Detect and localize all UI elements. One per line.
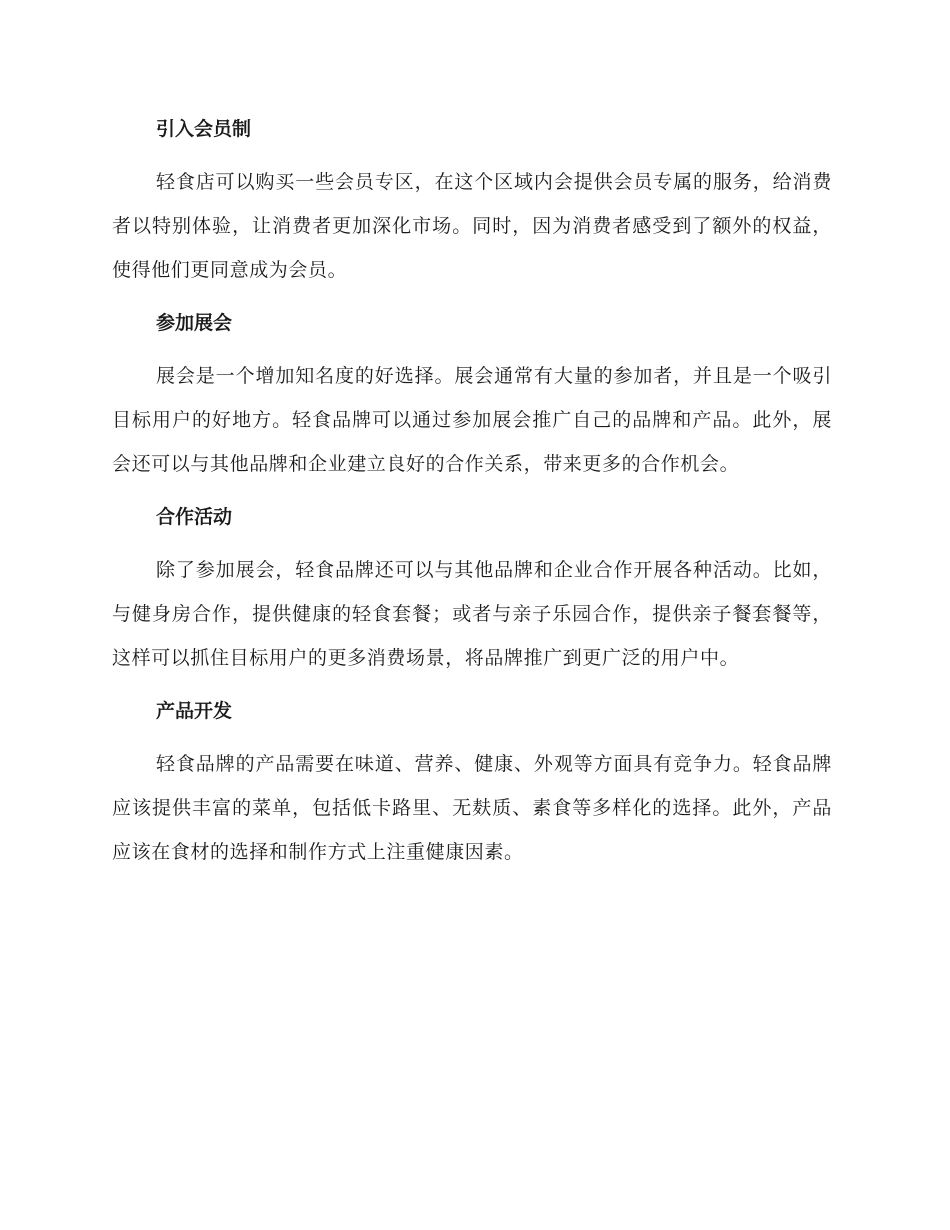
section-heading: 参加展会 xyxy=(156,312,233,334)
section-paragraph: 除了参加展会，轻食品牌还可以与其他品牌和企业合作开展各种活动。比如，与健身房合作，提供健康的轻食套餐；或者与亲子乐园合作，提供亲子餐套餐等，这样可以抓住目标用户的更多消费场景，将品牌推广到更广泛的用户中。 xyxy=(112,559,832,669)
section-paragraph: 展会是一个增加知名度的好选择。展会通常有大量的参加者，并且是一个吸引目标用户的好地方。轻食品牌可以通过参加展会推广自己的品牌和产品。此外，展会还可以与其他品牌和企业建立良好的合作关系，带来更多的合作机会。 xyxy=(112,365,832,475)
section-membership xyxy=(112,110,832,292)
section-exhibition xyxy=(112,304,832,486)
section-heading: 合作活动 xyxy=(156,506,233,528)
section-product-development xyxy=(112,692,832,874)
section-cooperation xyxy=(112,498,832,680)
section-paragraph: 轻食品牌的产品需要在味道、营养、健康、外观等方面具有竞争力。轻食品牌应该提供丰富的菜单，包括低卡路里、无麸质、素食等多样化的选择。此外，产品应该在食材的选择和制作方式上注重健康因素。 xyxy=(112,753,832,863)
document-content xyxy=(112,110,832,886)
section-paragraph: 轻食店可以购买一些会员专区，在这个区域内会提供会员专属的服务，给消费者以特别体验，让消费者更加深化市场。同时，因为消费者感受到了额外的权益，使得他们更同意成为会员。 xyxy=(112,171,832,281)
section-heading: 产品开发 xyxy=(156,700,233,722)
section-heading: 引入会员制 xyxy=(156,118,252,140)
